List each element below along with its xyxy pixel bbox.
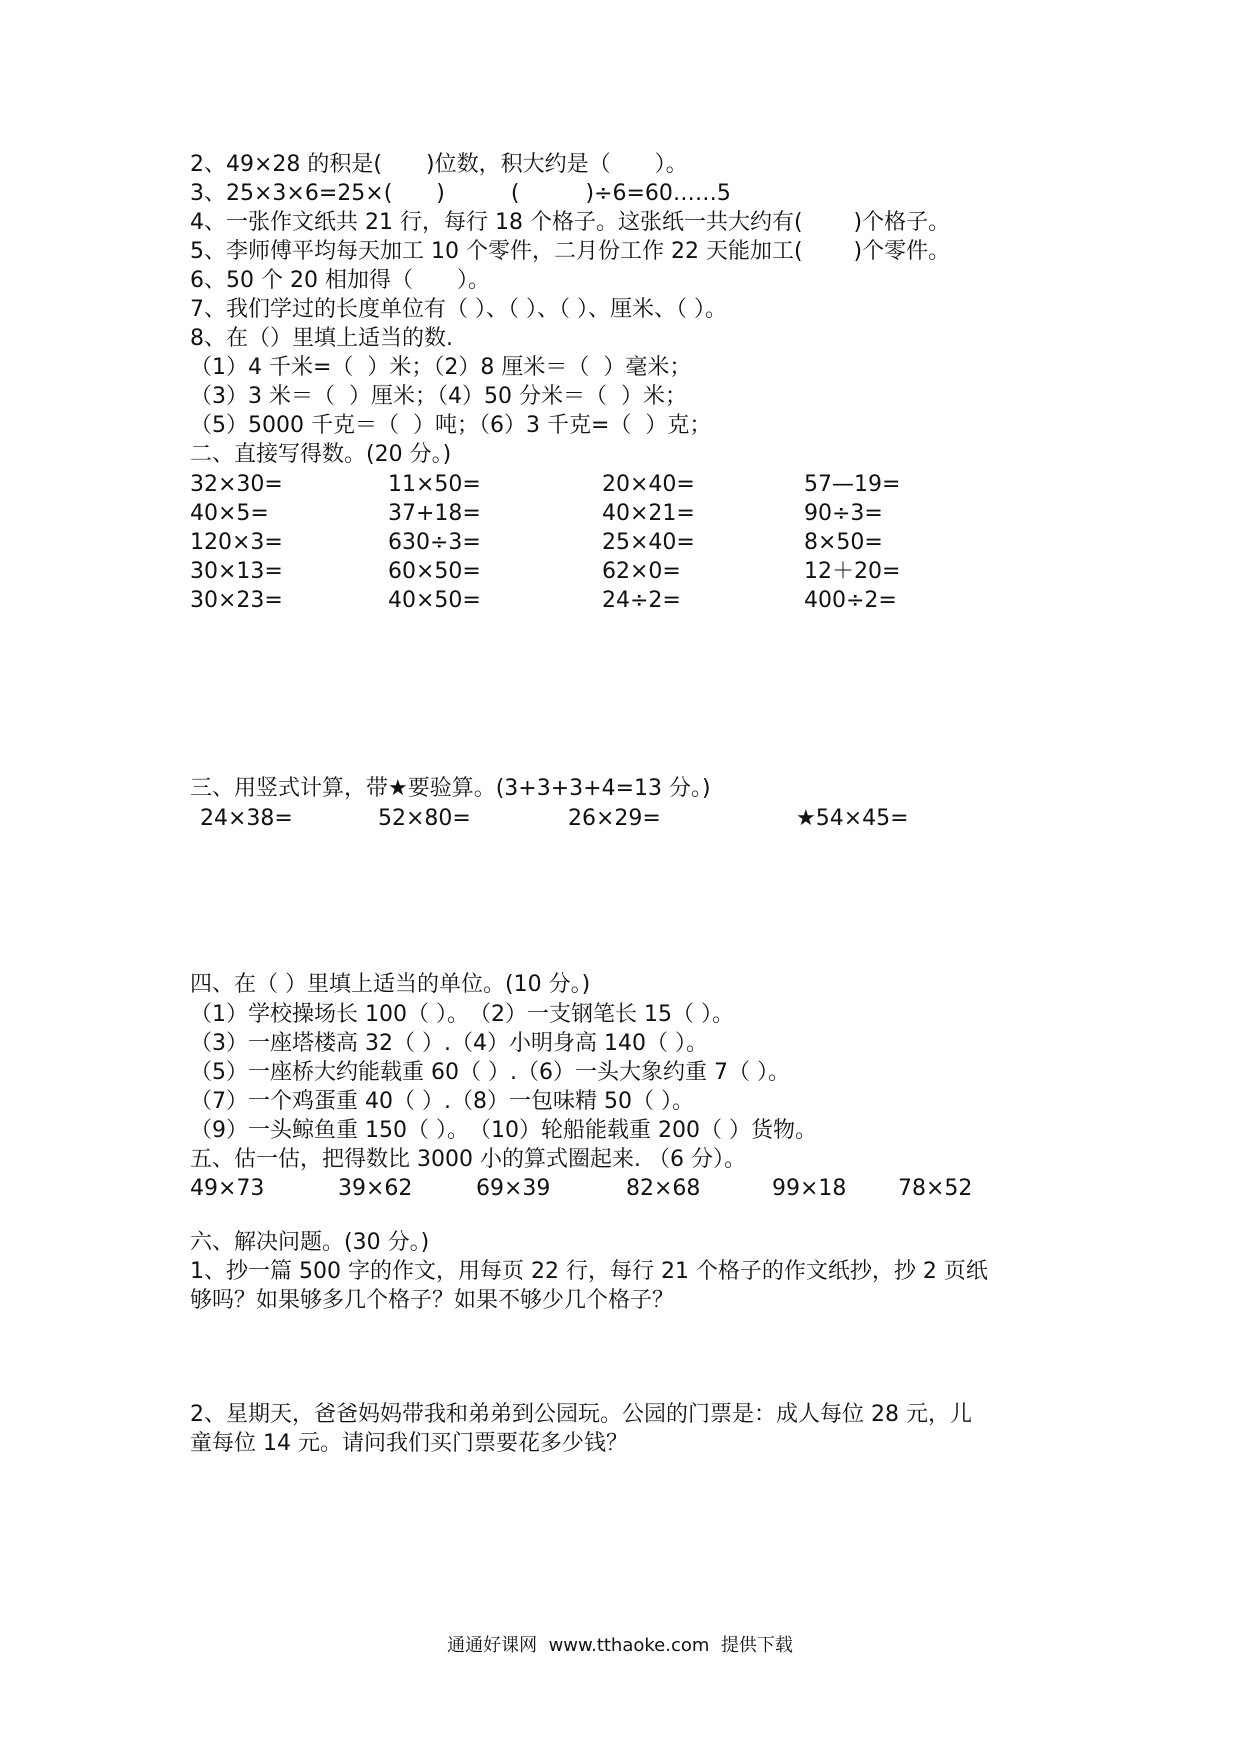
- math-item: 57—19=: [804, 472, 901, 497]
- calc-item: ★54×45=: [796, 806, 909, 831]
- unit-question: （5）一座桥大约能载重 60（ ）.（6）一头大象约重 7（ ）。: [190, 1060, 790, 1085]
- question-3: 3、25×3×6=25×( ) ( )÷6=60……5: [190, 181, 731, 206]
- mental-math-grid: [190, 470, 1070, 620]
- math-item: 120×3=: [190, 530, 283, 555]
- section-2-title: 二、直接写得数。(20 分。): [190, 442, 452, 467]
- calc-item: 24×38=: [200, 806, 293, 831]
- question-7: 7、我们学过的长度单位有（ ）、（ ）、（ ）、厘米、（ ）。: [190, 297, 727, 322]
- math-item: 24÷2=: [602, 588, 681, 613]
- math-item: 62×0=: [602, 559, 681, 584]
- math-item: 60×50=: [388, 559, 481, 584]
- math-item: 40×5=: [190, 501, 269, 526]
- section-3-title: 三、用竖式计算，带★要验算。(3+3+3+4=13 分。): [190, 776, 711, 801]
- vertical-calc-row: [190, 804, 1070, 834]
- math-item: 12＋20=: [804, 559, 901, 584]
- unit-question: （7）一个鸡蛋重 40（ ）.（8）一包味精 50（ ）。: [190, 1089, 694, 1114]
- calc-item: 52×80=: [378, 806, 471, 831]
- question-4: 4、一张作文纸共 21 行，每行 18 个格子。这张纸一共大约有( )个格子。: [190, 210, 951, 235]
- question-8: 8、在（）里填上适当的数.: [190, 326, 453, 351]
- estimate-row: [190, 1174, 1070, 1204]
- estimate-item: 99×18: [772, 1176, 847, 1201]
- math-item: 37+18=: [388, 501, 481, 526]
- estimate-item: 82×68: [626, 1176, 701, 1201]
- calc-item: 26×29=: [568, 806, 661, 831]
- math-item: 20×40=: [602, 472, 695, 497]
- estimate-item: 78×52: [898, 1176, 973, 1201]
- estimate-item: 69×39: [476, 1176, 551, 1201]
- question-8-part-2: （3）3 米＝（ ）厘米；（4）50 分米＝（ ）米；: [190, 384, 687, 409]
- footer-credit: 通通好课网 www.tthaoke.com 提供下载: [447, 1635, 793, 1656]
- math-item: 8×50=: [804, 530, 883, 555]
- question-2: 2、49×28 的积是( )位数，积大约是（ ）。: [190, 152, 688, 177]
- math-item: 90÷3=: [804, 501, 883, 526]
- problem-2-line-2: 童每位 14 元。请问我们买门票要花多少钱？: [190, 1431, 628, 1456]
- question-5: 5、李师傅平均每天加工 10 个零件，二月份工作 22 天能加工( )个零件。: [190, 239, 951, 264]
- question-8-part-3: （5）5000 千克＝（ ）吨；（6）3 千克=（ ）克；: [190, 413, 712, 438]
- section-6-title: 六、解决问题。(30 分。): [190, 1230, 430, 1255]
- math-item: 40×50=: [388, 588, 481, 613]
- section-4-title: 四、在（ ）里填上适当的单位。(10 分。): [190, 972, 591, 997]
- unit-question: （1）学校操场长 100（ ）。 （2）一支钢笔长 15（ ）。: [190, 1002, 734, 1027]
- question-6: 6、50 个 20 相加得（ ）。: [190, 268, 490, 293]
- estimate-item: 49×73: [190, 1176, 265, 1201]
- math-item: 32×30=: [190, 472, 283, 497]
- math-item: 40×21=: [602, 501, 695, 526]
- question-8-part-1: （1）4 千米=（ ）米；（2）8 厘米＝（ ）毫米；: [190, 355, 692, 380]
- problem-1-line-1: 1、抄一篇 500 字的作文，用每页 22 行，每行 21 个格子的作文纸抄，抄 2 页纸: [190, 1259, 988, 1284]
- unit-question: （3）一座塔楼高 32（ ）.（4）小明身高 140（ ）。: [190, 1031, 708, 1056]
- math-item: 25×40=: [602, 530, 695, 555]
- math-item: 400÷2=: [804, 588, 897, 613]
- problem-2-line-1: 2、星期天，爸爸妈妈带我和弟弟到公园玩。公园的门票是：成人每位 28 元，儿: [190, 1402, 972, 1427]
- estimate-item: 39×62: [338, 1176, 413, 1201]
- problem-1-line-2: 够吗？如果够多几个格子？如果不够少几个格子？: [190, 1288, 675, 1313]
- unit-question: （9）一头鲸鱼重 150（ ）。 （10）轮船能载重 200（ ）货物。: [190, 1118, 817, 1143]
- math-item: 11×50=: [388, 472, 481, 497]
- math-item: 30×13=: [190, 559, 283, 584]
- section-5-title: 五、估一估，把得数比 3000 小的算式圈起来. （6 分）。: [190, 1147, 746, 1172]
- math-item: 630÷3=: [388, 530, 481, 555]
- math-item: 30×23=: [190, 588, 283, 613]
